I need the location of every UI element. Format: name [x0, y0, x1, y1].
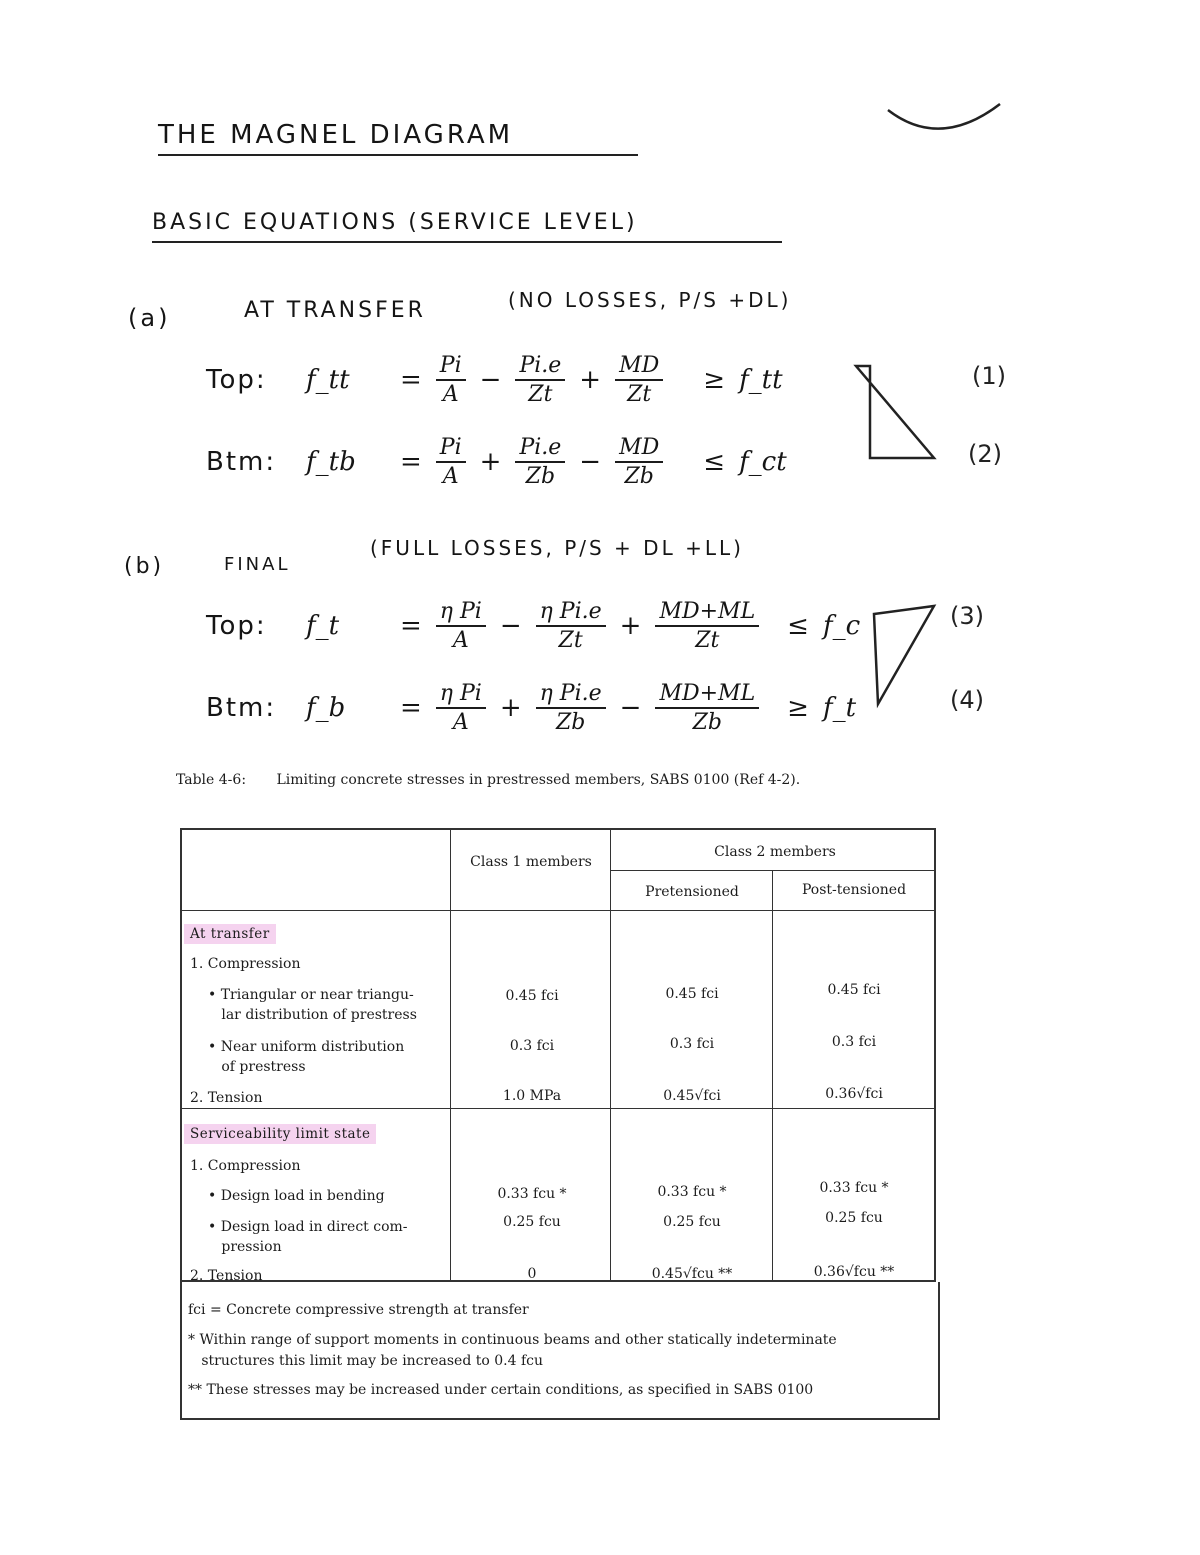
equation-2: Btm: f_tb = $\frac{Pi}{A}$ + $\frac{Pi.e}{Zb}$ − $\frac{MD}{Zb}$ ≤ f_ct: [206, 435, 787, 490]
table-cell: 0.45 fci: [665, 986, 719, 1002]
table-cell: 0: [527, 1266, 537, 1282]
table-cell: 0.45√fci: [663, 1088, 721, 1104]
stress-diagram-final: [862, 596, 952, 716]
table-cell: 0.33 fcu *: [497, 1186, 567, 1202]
footnote-double-star: ** These stresses may be increased under certain conditions, as specified in SABS 0100: [188, 1382, 814, 1398]
section-a-heading: AT TRANSFER: [244, 298, 426, 323]
table-cell: 0.45 fci: [505, 988, 559, 1004]
section-at-transfer: At transfer: [184, 924, 276, 944]
table-caption-text: Limiting concrete stresses in prestressed members, SABS 0100 (Ref 4-2).: [276, 772, 801, 788]
section-a-condition: (NO LOSSES, P/S +DL): [508, 288, 792, 312]
section-b-marker: (b): [124, 554, 165, 579]
sls-bending: • Design load in bending: [208, 1188, 385, 1204]
equation-number-1: (1): [972, 362, 1006, 390]
corner-arc-mark: [880, 90, 1020, 150]
equation-4: Btm: f_b = $\frac{\text{η Pi}}{A}$ + $\frac{\text{η Pi.e}}{Zb}$ − $\frac{MD+ML}{Zb}$ ≥ f_t: [206, 681, 857, 736]
at-transfer-triangular: • Triangular or near triangu- lar distribution of prestress: [208, 987, 417, 1023]
footnote-single-star: * Within range of support moments in continuous beams and other statically indeterminate structures this limit may be increased to 0.4 fcu: [188, 1332, 837, 1369]
sls-direct-compression: • Design load in direct com- pression: [208, 1219, 408, 1255]
table-cell: 0.3 fci: [669, 1036, 715, 1052]
footnote-fci: fci = Concrete compressive strength at transfer: [188, 1302, 529, 1318]
section-b-condition: (FULL LOSSES, P/S + DL +LL): [370, 536, 744, 560]
table-cell: 0.33 fcu *: [819, 1180, 889, 1196]
table-cell: 0.3 fci: [509, 1038, 555, 1054]
table-cell: 1.0 MPa: [502, 1088, 562, 1104]
table-cell: 0.36√fcu **: [813, 1264, 895, 1280]
header-class2: Class 2 members: [714, 844, 836, 860]
table-caption: [176, 772, 800, 788]
stress-diagram-transfer: [846, 360, 946, 470]
at-transfer-compression: 1. Compression: [190, 956, 301, 972]
equation-number-2: (2): [968, 440, 1002, 468]
equation-1: Top: f_tt = $\frac{Pi}{A}$ − $\frac{Pi.e}{Zt}$ + $\frac{MD}{Zt}$ ≥ f_tt: [206, 353, 783, 408]
section-b-heading: FINAL: [224, 554, 291, 575]
table-cell: 0.25 fcu: [503, 1214, 561, 1230]
table-cell: 0.36√fci: [825, 1086, 883, 1102]
header-class1: Class 1 members: [470, 854, 592, 870]
table-cell: 0.33 fcu *: [657, 1184, 727, 1200]
at-transfer-uniform: • Near uniform distribution of prestress: [208, 1039, 405, 1075]
stress-limits-table: [180, 828, 936, 1282]
page-title: THE MAGNEL DIAGRAM: [158, 120, 638, 156]
table-cell: 0.25 fcu: [663, 1214, 721, 1230]
section-a-marker: (a): [128, 304, 171, 332]
table-caption-label: Table 4-6:: [176, 772, 247, 788]
table-cell: 0.45√fcu **: [651, 1266, 733, 1282]
equation-number-3: (3): [950, 602, 984, 630]
equation-3: Top: f_t = $\frac{\text{η Pi}}{A}$ − $\frac{\text{η Pi.e}}{Zt}$ + $\frac{MD+ML}{Zt}$ ≤ f_c: [206, 599, 861, 654]
header-post-tensioned: Post-tensioned: [801, 882, 907, 898]
table-cell: 0.3 fci: [831, 1034, 877, 1050]
table-cell: 0.25 fcu: [825, 1210, 883, 1226]
equation-number-4: (4): [950, 686, 984, 714]
header-pretensioned: Pretensioned: [645, 884, 739, 900]
at-transfer-tension: 2. Tension: [190, 1090, 263, 1106]
table-cell: 0.45 fci: [827, 982, 881, 998]
sls-tension: 2. Tension: [190, 1268, 263, 1284]
sls-compression: 1. Compression: [190, 1158, 301, 1174]
section-serviceability: Serviceability limit state: [184, 1124, 376, 1144]
subtitle: BASIC EQUATIONS (SERVICE LEVEL): [152, 210, 782, 243]
